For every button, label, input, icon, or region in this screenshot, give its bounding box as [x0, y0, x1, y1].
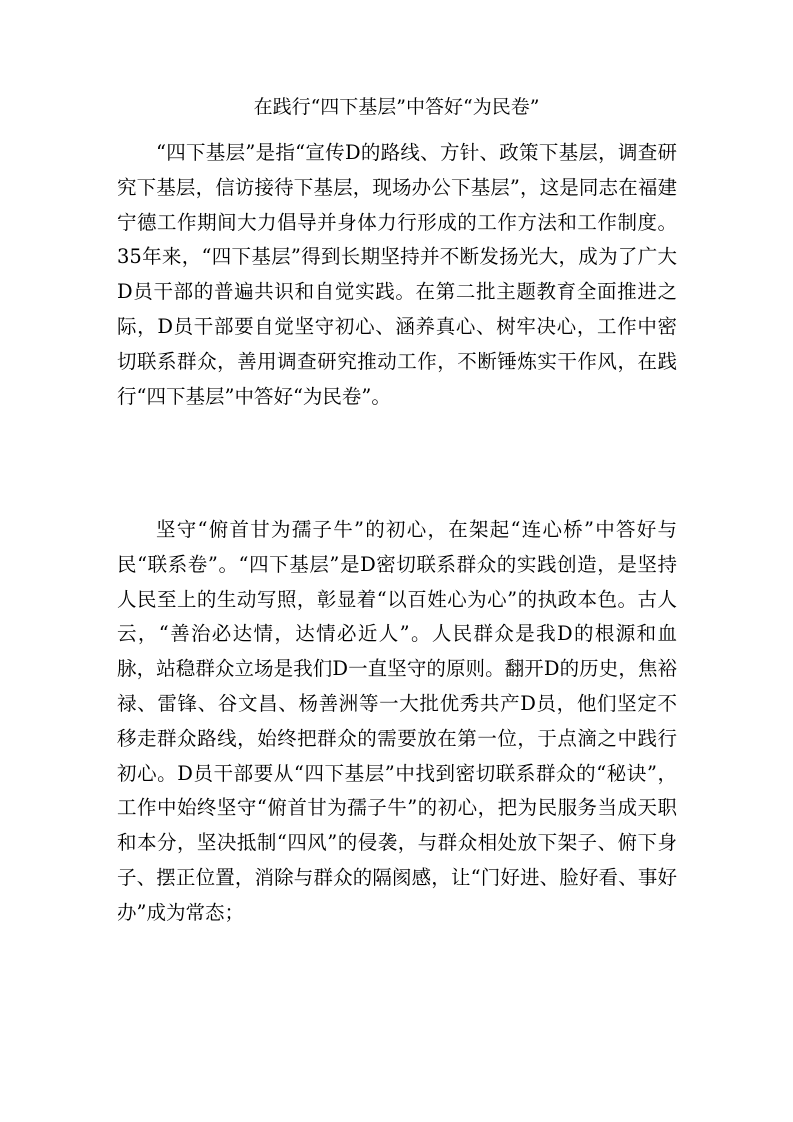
- document-title: 在践行“四下基层”中答好“为民卷”: [253, 96, 540, 118]
- paragraph-intro: “四下基层”是指“宣传D的路线、方针、政策下基层，调查研究下基层，信访接待下基层，现场办公下基层”，这是同志在福建宁德工作期间大力倡导并身体力行形成的工作方法和工作制度。35年来，“四下基层”得到长期坚持并不断发扬光大，成为了广大D员干部的普遍共识和自觉实践。在第二批主题教育全面推进之际，D员干部要自觉坚守初心、涵养真心、树牢决心，工作中密切联系群众，善用调查研究推动工作，不断锤炼实干作风，在践行“四下基层”中答好“为民卷”。: [117, 141, 677, 408]
- paragraph-initial-heart: 坚守“俯首甘为孺子牛”的初心，在架起“连心桥”中答好与民“联系卷”。“四下基层”是D密切联系群众的实践创造，是坚持人民至上的生动写照，彰显着“以百姓心为心”的执政本色。古人云，“善治必达情，达情必近人”。人民群众是我D的根源和血脉，站稳群众立场是我们D一直坚守的原则。翻开D的历史，焦裕禄、雷锋、谷文昌、杨善洲等一大批优秀共产D员，他们坚定不移走群众路线，始终把群众的需要放在第一位，于点滴之中践行初心。D员干部要从“四下基层”中找到密切联系群众的“秘诀”，工作中始终坚守“俯首甘为孺子牛”的初心，把为民服务当成天职和本分，坚决抵制“四风”的侵袭，与群众相处放下架子、俯下身子、摆正位置，消除与群众的隔阂感，让“门好进、脸好看、事好办”成为常态；: [117, 518, 677, 924]
